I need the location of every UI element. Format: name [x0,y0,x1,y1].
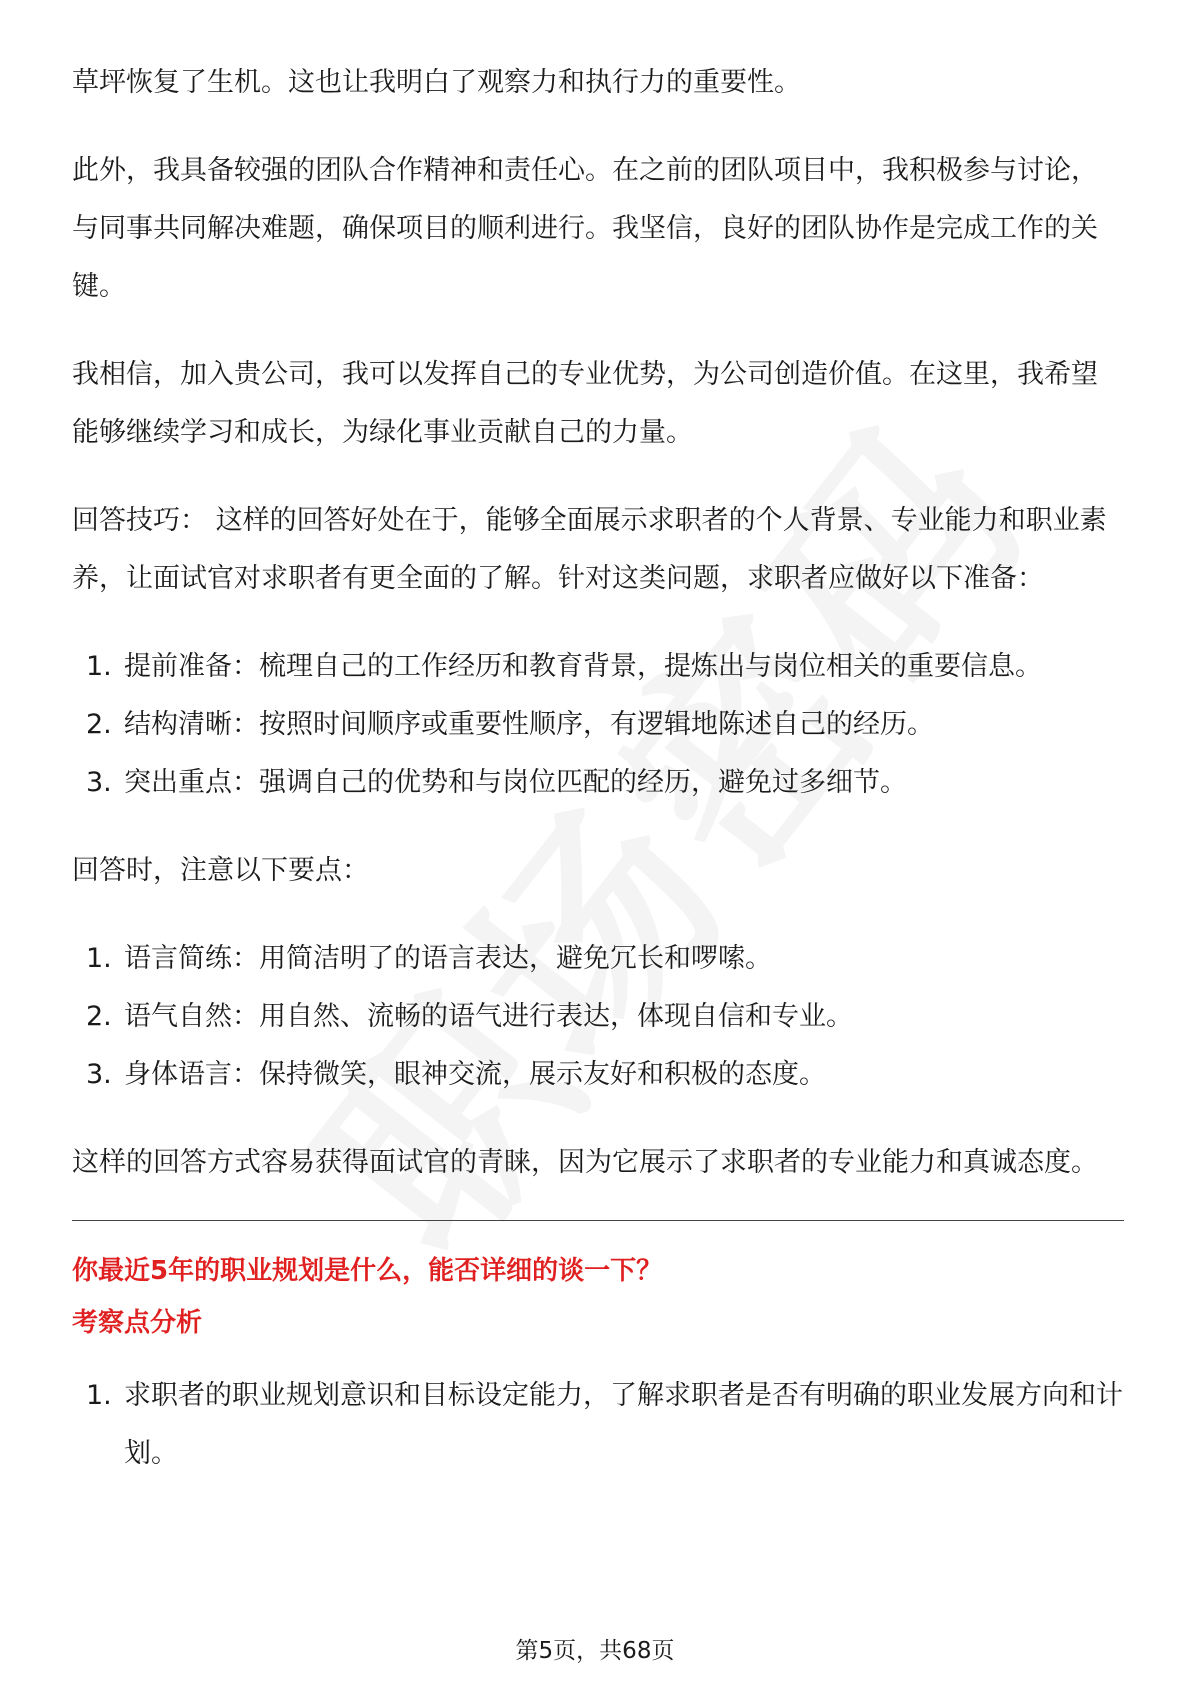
paragraph-6: 这样的回答方式容易获得面试官的青睐，因为它展示了求职者的专业能力和真诚态度。 [72,1147,1098,1178]
paragraph-5: 回答时，注意以下要点： [72,855,369,886]
analysis-heading: 考察点分析 [72,1308,203,1338]
paragraph-1: 草坪恢复了生机。这也让我明白了观察力和执行力的重要性。 [72,67,801,98]
paragraph-2: 此外，我具备较强的团队合作精神和责任心。在之前的团队项目中，我积极参与讨论，与同事共同解决难题，确保项目的顺利进行。我坚信，良好的团队协作是完成工作的关键。 [72,155,1098,302]
list-item: 3. 突出重点：强调自己的优势和与岗位匹配的经历，避免过多细节。 [86,767,907,798]
paragraph-3: 我相信，加入贵公司，我可以发挥自己的专业优势，为公司创造价值。在这里，我希望能够继续学习和成长，为绿化事业贡献自己的力量。 [72,359,1098,448]
preparation-list [72,638,1124,812]
list-item: 3. 身体语言：保持微笑，眼神交流，展示友好和积极的态度。 [86,1059,826,1090]
answer-tips-paragraph: 回答技巧： 这样的回答好处在于，能够全面展示求职者的个人背景、专业能力和职业素养，让面试官对求职者有更全面的了解。针对这类问题，求职者应做好以下准备： [72,505,1107,594]
points-list [72,930,1124,1104]
document-page [72,54,1124,1483]
list-item: 1. 语言简练：用简洁明了的语言表达，避免冗长和啰嗦。 [86,943,772,974]
section-divider [72,1220,1124,1221]
list-item: 2. 结构清晰：按照时间顺序或重要性顺序，有逻辑地陈述自己的经历。 [86,709,934,740]
list-item: 2. 语气自然：用自然、流畅的语气进行表达，体现自信和专业。 [86,1001,853,1032]
question-title: 你最近5年的职业规划是什么，能否详细的谈一下？ [72,1256,663,1286]
list-item: 1. 求职者的职业规划意识和目标设定能力，了解求职者是否有明确的职业发展方向和计划。 [86,1380,1123,1469]
analysis-list [72,1367,1124,1483]
list-item: 1. 提前准备：梳理自己的工作经历和教育背景，提炼出与岗位相关的重要信息。 [86,651,1042,682]
page-number: 第5页，共68页 [515,1638,675,1664]
